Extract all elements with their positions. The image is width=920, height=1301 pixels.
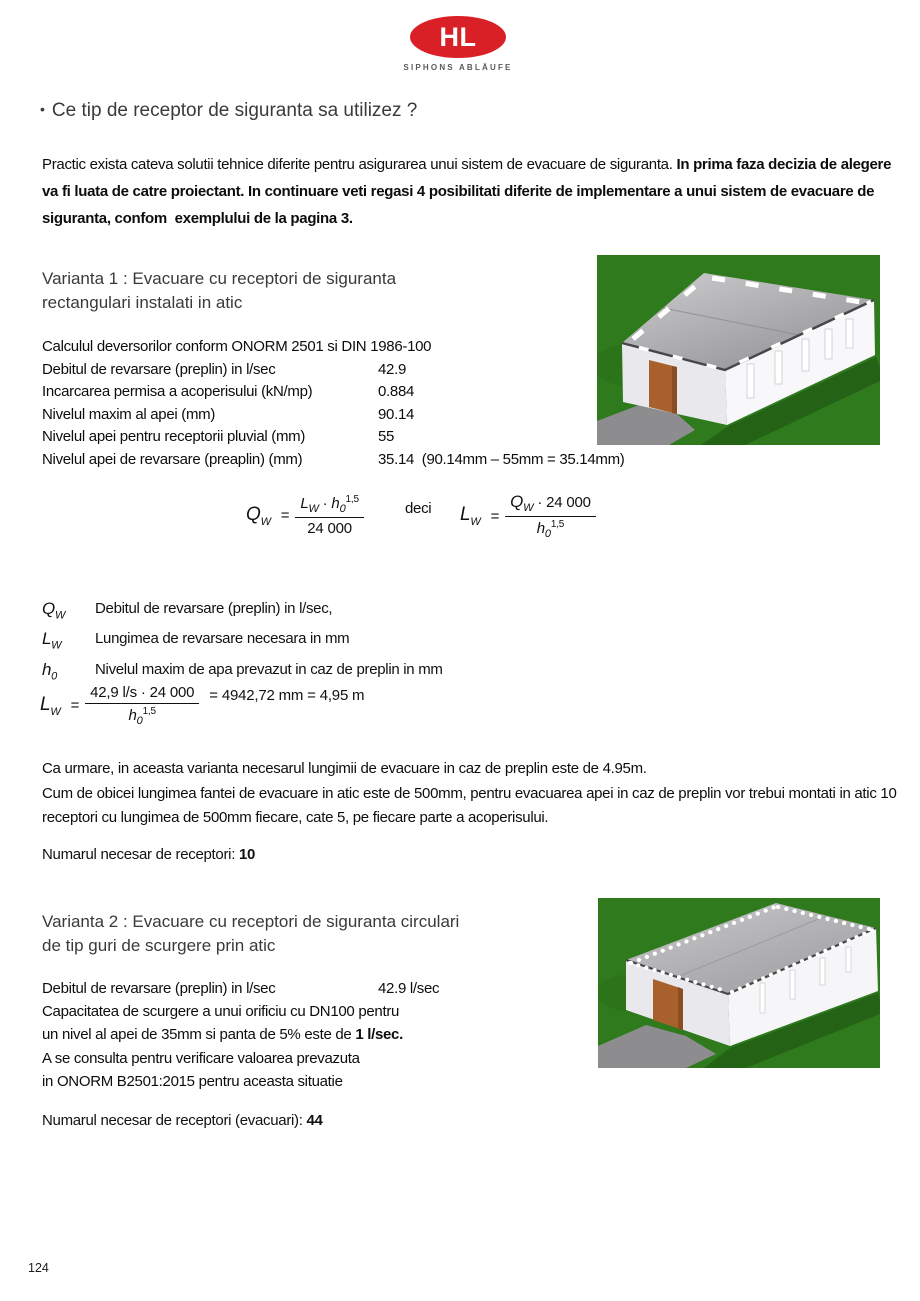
spec-value: 35.14 (90.14mm – 55mm = 35.14mm) xyxy=(378,450,625,468)
variant1-conclusion xyxy=(42,757,898,831)
legend-row xyxy=(42,597,443,627)
spec-value: 42.9 xyxy=(378,360,406,378)
legend-symbol: $L_W$ xyxy=(42,629,62,652)
calculation-result: = 4942,72 mm = 4,95 m xyxy=(209,687,365,704)
fraction-denominator: $h_0^{1,5}$ xyxy=(128,706,156,727)
spec-row xyxy=(42,449,662,472)
variant2-heading-line2: de tip guri de scurgere prin atic xyxy=(42,935,276,955)
variant2-heading-line1: Varianta 2 : Evacuare cu receptori de siguranta circulari xyxy=(42,912,460,931)
building-illustration-1 xyxy=(597,255,880,445)
variant1-heading xyxy=(42,267,396,314)
title-text: Ce tip de receptor de siguranta sa utilizez ? xyxy=(51,100,418,121)
spec-value: 90.14 xyxy=(378,405,415,423)
logo-subtitle: SIPHONS ABLÄUFE xyxy=(403,63,513,72)
spec-label: Nivelul maxim al apei (mm) xyxy=(42,405,216,423)
intro-bold: In prima faza decizia de alegere va fi luata de catre proiectant. In continuare veti regasi 4 posibilitati diferite de implementare a unui sistem de evacuare de siguranta, confom exemplului de la pagina 3. xyxy=(42,156,896,227)
variant2-receptor-count xyxy=(42,1112,323,1129)
legend-symbol: $h_0$ xyxy=(42,659,57,683)
variant2-line3: un nivel al apei de 35mm si panta de 5% este de 1 l/sec. xyxy=(42,1026,403,1044)
page-number: 124 xyxy=(28,1261,49,1275)
spec-row xyxy=(42,381,662,404)
variant2-heading xyxy=(42,910,459,957)
logo-monogram: HL xyxy=(439,21,477,52)
conclusion-rest: Cum de obicei lungimea fantei de evacuare in atic este de 500mm, pentru evacuarea apei in caz de preplin vor trebui montati in atic 10 receptori cu lungimea de 500mm fiecare, cate 5, pe fiecare parte a acoperisului. xyxy=(42,784,897,826)
spec-row xyxy=(42,426,662,449)
warehouse-rect-receptors-image xyxy=(597,255,880,445)
intro-normal: Practic exista cateva solutii tehnice diferite pentru asigurarea unui sistem de evacuare de siguranta. xyxy=(42,156,677,173)
symbol-legend xyxy=(42,597,443,688)
fraction-numerator: $L_W \cdot h_0^{1,5}$ xyxy=(295,494,363,518)
spec-value: 42.9 l/sec xyxy=(378,980,440,997)
warehouse-round-drains-image xyxy=(598,898,880,1068)
door-shade xyxy=(678,987,683,1030)
building-illustration-2 xyxy=(598,898,880,1068)
flow-rate-bold: 1 l/sec. xyxy=(355,1026,403,1044)
legend-description: Debitul de revarsare (preplin) in l/sec, xyxy=(95,600,333,617)
variant1-heading-line1: Varianta 1 : Evacuare cu receptori de siguranta xyxy=(42,269,397,288)
receptor-count-value: 10 xyxy=(238,846,256,863)
hl-logo xyxy=(382,16,534,72)
equals-sign: = xyxy=(280,507,290,524)
receptor-count-value: 44 xyxy=(306,1112,323,1129)
fraction-denominator: 24 000 xyxy=(307,520,352,537)
fraction-numerator: $Q_W \cdot 24$ 000 xyxy=(505,492,596,517)
math-symbol: $L_W$ xyxy=(40,693,61,718)
legend-symbol: $Q_W$ xyxy=(42,599,66,622)
variant1-spec-list xyxy=(42,336,662,471)
spec-label: Nivelul apei pentru receptorii pluvial (mm) xyxy=(42,428,306,446)
variant2-body xyxy=(42,977,602,1093)
variant1-receptor-count xyxy=(42,846,255,863)
math-fraction xyxy=(295,494,363,537)
receptor-count-label: Numarul necesar de receptori: xyxy=(42,846,239,863)
spec-label: Debitul de revarsare (preplin) in l/sec xyxy=(42,360,276,378)
spec-row xyxy=(42,404,662,427)
variant2-line4: A se consulta pentru verificare valoarea prevazuta xyxy=(42,1049,360,1067)
formula-lw xyxy=(460,492,596,540)
receptor-count-label: Numarul necesar de receptori (evacuari): xyxy=(42,1112,307,1129)
spec-label: Nivelul apei de revarsare (preaplin) (mm) xyxy=(42,450,303,468)
math-fraction xyxy=(505,492,596,540)
spec-value: 0.884 xyxy=(378,383,415,401)
formula-lw-calculation xyxy=(40,684,364,727)
variant2-line2: Capacitatea de scurgere a unui orificiu cu DN100 pentru xyxy=(42,1003,400,1021)
spec-label: Debitul de revarsare (preplin) in l/sec xyxy=(42,980,276,997)
math-fraction xyxy=(85,684,199,727)
spec-label: Incarcarea permisa a acoperisului (kN/mp) xyxy=(42,383,313,401)
intro-paragraph xyxy=(42,151,896,232)
spec-row xyxy=(42,359,662,382)
spec-row xyxy=(42,977,602,1000)
legend-description: Lungimea de revarsare necesara in mm xyxy=(95,630,350,648)
equals-sign: = xyxy=(490,507,500,525)
fraction-numerator: 42,9 l/s · 24 000 xyxy=(85,684,199,704)
math-symbol: $Q_W$ xyxy=(246,503,271,528)
variant2-line5: in ONORM B2501:2015 pentru aceasta situatie xyxy=(42,1072,343,1090)
conclusion-line1: Ca urmare, in aceasta varianta necesarul lungimii de evacuare in caz de preplin este de 4.95m. xyxy=(42,760,647,777)
variant1-heading-line2: rectangulari instalati in atic xyxy=(42,292,243,312)
fraction-denominator: $h_0^{1,5}$ xyxy=(536,519,565,540)
door-shade xyxy=(672,366,677,414)
calc-note: Calculul deversorilor conform ONORM 2501 si DIN 1986-100 xyxy=(42,338,432,355)
legend-description: Nivelul maxim de apa prevazut in caz de preplin in mm xyxy=(95,660,443,678)
equals-sign: = xyxy=(70,697,80,714)
page-title xyxy=(40,100,417,122)
formula-connector: deci xyxy=(405,500,432,517)
title-bullet: • xyxy=(40,101,45,117)
formula-qw xyxy=(246,494,364,537)
logo-ellipse xyxy=(410,16,506,58)
math-symbol: $L_W$ xyxy=(460,504,481,528)
spec-value: 55 xyxy=(378,428,395,446)
legend-row xyxy=(42,627,443,657)
